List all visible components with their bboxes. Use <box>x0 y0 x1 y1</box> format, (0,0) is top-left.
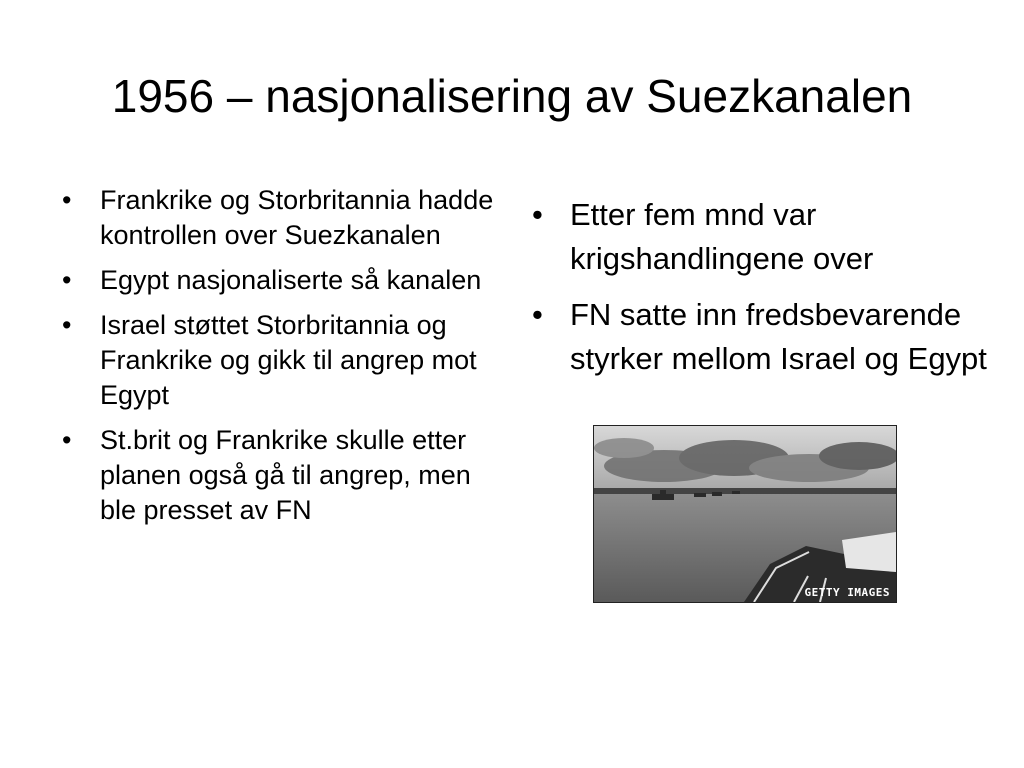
bullet-text: FN satte inn fredsbevarende styrker mellom Israel og Egypt <box>570 297 987 376</box>
bullet-text: St.brit og Frankrike skulle etter planen også gå til angrep, men ble presset av FN <box>100 425 471 525</box>
slide-title: 1956 – nasjonalisering av Suezkanalen <box>111 70 913 122</box>
bullet-marker: • <box>532 197 543 232</box>
bullet-text: Israel støttet Storbritannia og Frankrike og gikk til angrep mot Egypt <box>100 310 477 410</box>
photo-watermark: GETTY IMAGES <box>804 586 890 599</box>
bullet-item <box>532 293 990 381</box>
bullet-marker: • <box>62 310 72 340</box>
bullet-marker: • <box>62 265 72 295</box>
bullet-item <box>62 308 500 413</box>
right-bullet-list <box>532 193 990 393</box>
left-bullet-list <box>62 183 500 538</box>
smoke-clouds <box>594 438 896 482</box>
bullet-item <box>62 423 500 528</box>
bullet-text: Egypt nasjonaliserte så kanalen <box>100 265 482 295</box>
photo-scene <box>594 426 896 602</box>
bullet-text: Frankrike og Storbritannia hadde kontrollen over Suezkanalen <box>100 185 494 250</box>
bullet-marker: • <box>62 425 72 455</box>
bullet-item <box>62 263 500 298</box>
suez-photo <box>593 425 897 603</box>
bullet-marker: • <box>532 297 543 332</box>
bullet-item <box>532 193 990 281</box>
bullet-item <box>62 183 500 253</box>
shoreline <box>594 488 896 494</box>
bullet-text: Etter fem mnd var krigshandlingene over <box>570 197 874 276</box>
bullet-marker: • <box>62 185 72 215</box>
